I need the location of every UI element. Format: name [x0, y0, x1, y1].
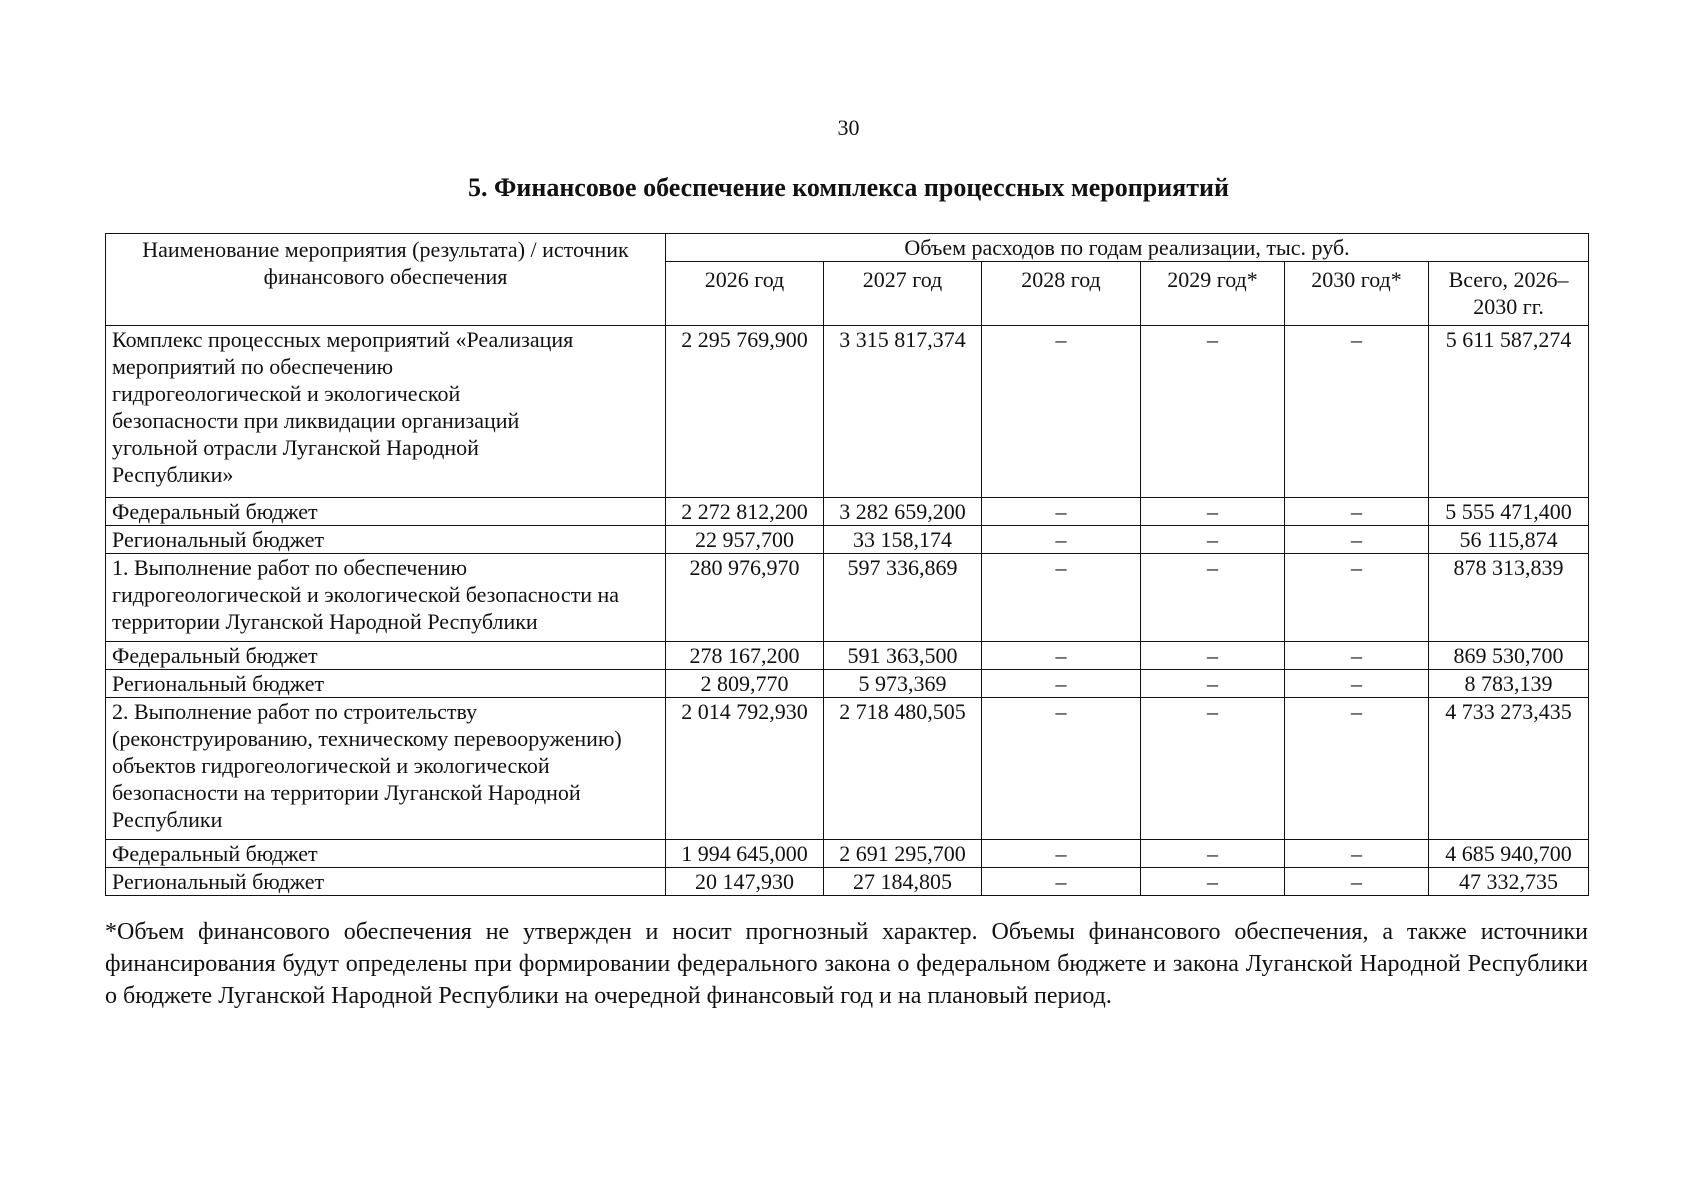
row-name: Комплекс процессных мероприятий «Реализация мероприятий по обеспечению гидрогеологической и экологической безопасности при ликвидации организаций угольной отрасли Луганской Народной Республики»	[106, 326, 666, 498]
table-row	[106, 698, 1589, 840]
cell-2028: –	[982, 840, 1141, 868]
cell-total: 5 611 587,274	[1429, 326, 1589, 498]
cell-total: 47 332,735	[1429, 868, 1589, 896]
cell-2027: 2 691 295,700	[824, 840, 982, 868]
cell-2027: 2 718 480,505	[824, 698, 982, 840]
cell-2028: –	[982, 554, 1141, 642]
row-name: Региональный бюджет	[106, 868, 666, 896]
cell-2030: –	[1285, 554, 1429, 642]
cell-2029: –	[1141, 326, 1285, 498]
row-name: Федеральный бюджет	[106, 642, 666, 670]
cell-total: 56 115,874	[1429, 526, 1589, 554]
cell-2027: 597 336,869	[824, 554, 982, 642]
row-name: Региональный бюджет	[106, 526, 666, 554]
footnote: *Объем финансового обеспечения не утвержден и носит прогнозный характер. Объемы финансового обеспечения, а также источники финансирования будут определены при формировании федерального закона о федеральном бюджете и закона Луганской Народной Республики о бюджете Луганской Народной Республики на очередной финансовый год и на плановый период.	[105, 919, 1588, 1009]
cell-2026: 2 295 769,900	[666, 326, 824, 498]
cell-2029: –	[1141, 642, 1285, 670]
cell-2026: 2 014 792,930	[666, 698, 824, 840]
section-title: 5. Финансовое обеспечение комплекса процессных мероприятий	[468, 173, 1229, 202]
cell-2027: 27 184,805	[824, 868, 982, 896]
row-name: 1. Выполнение работ по обеспечению гидрогеологической и экологической безопасности на территории Луганской Народной Республики	[106, 554, 666, 642]
header-name: Наименование мероприятия (результата) / источник финансового обеспечения	[106, 234, 666, 326]
table-row	[106, 326, 1589, 498]
cell-2028: –	[982, 526, 1141, 554]
cell-2030: –	[1285, 498, 1429, 526]
page-number: 30	[837, 115, 860, 140]
cell-2027: 5 973,369	[824, 670, 982, 698]
header-volume: Объем расходов по годам реализации, тыс. руб.	[666, 234, 1589, 262]
cell-2030: –	[1285, 698, 1429, 840]
header-year-2030: 2030 год*	[1285, 262, 1429, 326]
cell-2030: –	[1285, 642, 1429, 670]
cell-2029: –	[1141, 498, 1285, 526]
cell-total: 8 783,139	[1429, 670, 1589, 698]
cell-2030: –	[1285, 670, 1429, 698]
cell-2028: –	[982, 498, 1141, 526]
cell-2027: 591 363,500	[824, 642, 982, 670]
cell-2026: 2 272 812,200	[666, 498, 824, 526]
cell-2027: 3 315 817,374	[824, 326, 982, 498]
cell-total: 4 685 940,700	[1429, 840, 1589, 868]
header-year-2026: 2026 год	[666, 262, 824, 326]
cell-2030: –	[1285, 526, 1429, 554]
cell-2029: –	[1141, 526, 1285, 554]
cell-total: 5 555 471,400	[1429, 498, 1589, 526]
cell-2026: 278 167,200	[666, 642, 824, 670]
cell-total: 878 313,839	[1429, 554, 1589, 642]
cell-2030: –	[1285, 840, 1429, 868]
cell-2026: 280 976,970	[666, 554, 824, 642]
table-row	[106, 526, 1589, 554]
table-row	[106, 554, 1589, 642]
row-name: Федеральный бюджет	[106, 840, 666, 868]
cell-2028: –	[982, 326, 1141, 498]
cell-2029: –	[1141, 554, 1285, 642]
table-row	[106, 840, 1589, 868]
cell-2026: 1 994 645,000	[666, 840, 824, 868]
row-name: Федеральный бюджет	[106, 498, 666, 526]
cell-2026: 2 809,770	[666, 670, 824, 698]
table-row	[106, 642, 1589, 670]
cell-2028: –	[982, 642, 1141, 670]
cell-2030: –	[1285, 868, 1429, 896]
cell-2026: 20 147,930	[666, 868, 824, 896]
table-row	[106, 868, 1589, 896]
cell-2029: –	[1141, 840, 1285, 868]
cell-2027: 3 282 659,200	[824, 498, 982, 526]
cell-2026: 22 957,700	[666, 526, 824, 554]
cell-2029: –	[1141, 698, 1285, 840]
table-row	[106, 498, 1589, 526]
cell-2028: –	[982, 670, 1141, 698]
cell-2028: –	[982, 698, 1141, 840]
cell-2028: –	[982, 868, 1141, 896]
cell-total: 4 733 273,435	[1429, 698, 1589, 840]
table-row	[106, 670, 1589, 698]
cell-total: 869 530,700	[1429, 642, 1589, 670]
header-total: Всего, 2026–2030 гг.	[1429, 262, 1589, 326]
header-year-2029: 2029 год*	[1141, 262, 1285, 326]
cell-2027: 33 158,174	[824, 526, 982, 554]
row-name: Региональный бюджет	[106, 670, 666, 698]
financing-table	[105, 233, 1589, 896]
header-year-2028: 2028 год	[982, 262, 1141, 326]
cell-2029: –	[1141, 868, 1285, 896]
row-name: 2. Выполнение работ по строительству (реконструированию, техническому перевооружению) объектов гидрогеологической и экологической безопасности на территории Луганской Народной Республики	[106, 698, 666, 840]
cell-2030: –	[1285, 326, 1429, 498]
header-year-2027: 2027 год	[824, 262, 982, 326]
cell-2029: –	[1141, 670, 1285, 698]
